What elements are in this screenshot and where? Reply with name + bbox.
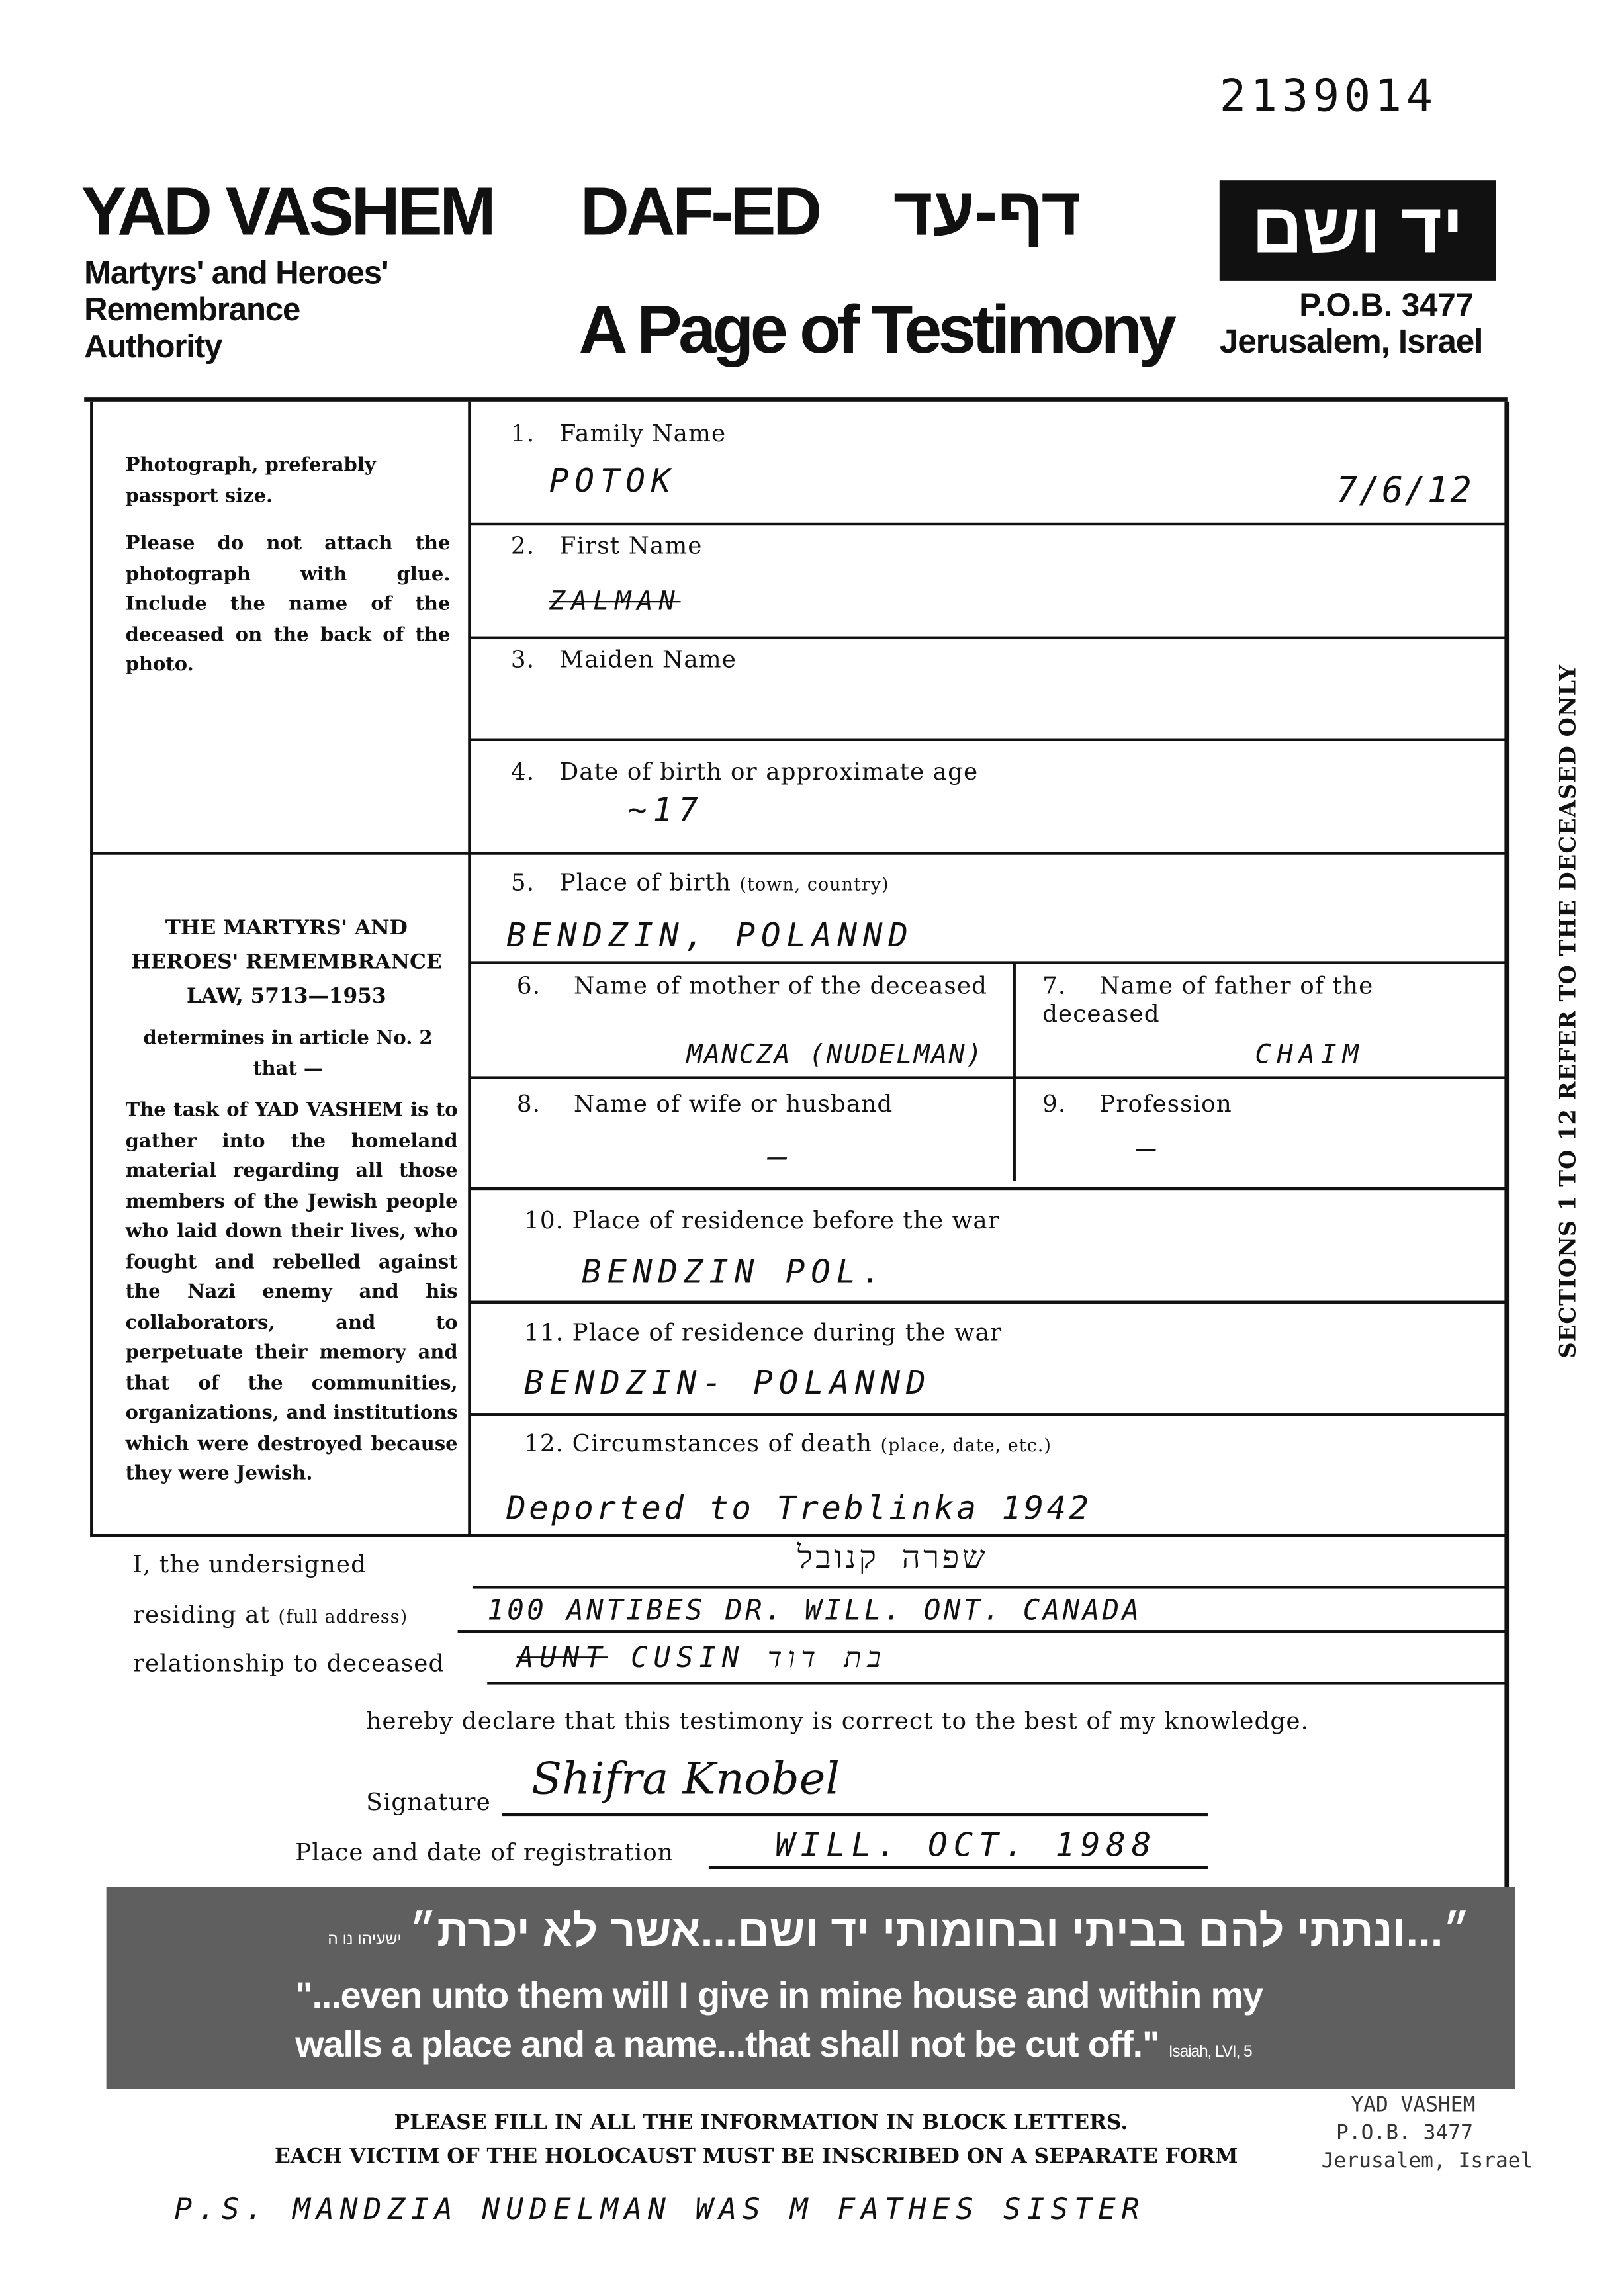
field-label: Family Name	[559, 419, 727, 447]
banner-english-ref: Isaiah, LVI, 5	[1168, 2043, 1252, 2061]
row-line	[473, 1586, 1506, 1588]
pob: P.O.B. 3477	[1299, 286, 1474, 324]
field-number: 2.	[510, 531, 535, 560]
relationship-text: CUSIN בת דוד	[631, 1641, 887, 1674]
org-sub-line: Authority	[84, 328, 222, 365]
residing-text: residing at	[132, 1600, 271, 1629]
banner-hebrew: ״...ונתתי להם בביתי ובחומותי יד ושם...אשר לא יכרת״	[409, 1907, 1471, 1957]
death-circumstances-value: Deported to Treblinka 1942	[506, 1491, 1092, 1529]
row-line	[471, 1301, 1506, 1304]
banner-english-2	[295, 2024, 1251, 2067]
field-number: 9.	[1042, 1089, 1067, 1118]
side-note: SECTIONS 1 TO 12 REFER TO THE DECEASED ONLY	[1555, 664, 1582, 1359]
field-hint: (town, country)	[739, 874, 889, 895]
signature-label: Signature	[366, 1787, 491, 1817]
daf-ed-title: DAF-ED	[580, 173, 819, 250]
section-divider	[90, 1534, 1508, 1537]
field-hint: (full address)	[278, 1606, 408, 1627]
father-name-value: CHAIM	[1255, 1039, 1365, 1071]
field-number: 11.	[524, 1318, 564, 1347]
signature-line	[502, 1813, 1208, 1816]
place-date-label: Place and date of registration	[295, 1838, 674, 1866]
row-line	[471, 1187, 1506, 1190]
struck-relationship: AUNT	[516, 1641, 608, 1674]
law-title: THE MARTYRS' AND HEROES' REMEMBRANCE LAW, 5713—1953	[130, 917, 442, 1009]
footer-instruction-2: EACH VICTIM OF THE HOLOCAUST MUST BE INSCRIBED ON A SEPARATE FORM	[274, 2145, 1238, 2169]
place-date-value: WILL. OCT. 1988	[775, 1827, 1157, 1865]
residence-during-value: BENDZIN- POLANND	[524, 1365, 932, 1403]
row-line	[458, 1630, 1506, 1633]
stamp-line: Jerusalem, Israel	[1321, 2149, 1533, 2174]
field-label: Profession	[1099, 1089, 1232, 1118]
banner-english-1: "...even unto them will I give in mine house and within my	[295, 1975, 1263, 2017]
field-label: Maiden Name	[559, 645, 737, 674]
field-number: 5.	[510, 868, 535, 897]
banner-english-text: walls a place and a name...that shall not be cut off."	[295, 2024, 1159, 2066]
law-body: The task of YAD VASHEM is to gather into the homeland material regarding all those members of the Jewish people who laid down their lives, who fought and rebelled against the Nazi enemy and his collaborators, and to perpetuate their memory and that of the communities, organizations, and institutions which were destroyed because they were Jewish.	[125, 1100, 458, 1486]
row-line	[487, 1682, 1506, 1684]
address-stamp	[1322, 2092, 1533, 2176]
field-2-label	[511, 531, 703, 559]
row-line	[471, 1076, 1506, 1079]
spouse-value: —	[768, 1140, 793, 1177]
field-label: Date of birth or approximate age	[559, 757, 979, 786]
relationship-label: relationship to deceased	[132, 1649, 445, 1678]
first-name-value: ZALMAN	[549, 586, 681, 617]
family-name-value: POTOK	[549, 463, 677, 501]
photo-title: Photograph, preferably passport size.	[125, 455, 376, 508]
field-number: 3.	[510, 645, 535, 674]
field-number: 4.	[510, 757, 535, 786]
relationship-value	[517, 1642, 887, 1676]
field-number: 1.	[510, 419, 535, 447]
yad-vashem-logo	[1220, 180, 1496, 281]
place-date-line	[709, 1866, 1208, 1869]
org-subtitle	[84, 254, 388, 365]
org-sub-line: Remembrance	[84, 291, 300, 328]
declaration-text: hereby declare that this testimony is correct to the best of my knowledge.	[366, 1707, 1310, 1735]
undersigned-label: I, the undersigned	[132, 1550, 367, 1578]
right-border	[1504, 402, 1509, 1887]
residence-before-value: BENDZIN POL.	[582, 1255, 887, 1292]
row-line	[471, 852, 1506, 854]
file-note: 7/6/12	[1336, 469, 1473, 511]
field-8-label	[517, 1089, 893, 1117]
field-1-label	[511, 420, 726, 447]
field-label: Name of wife or husband	[573, 1089, 893, 1118]
row-line	[471, 739, 1506, 741]
row-line	[471, 637, 1506, 639]
field-label: Name of father of the deceased	[1042, 971, 1374, 1028]
postscript: P.S. MANDZIA NUDELMAN WAS M FATHES SISTER	[174, 2190, 1146, 2227]
field-split	[1013, 963, 1015, 1181]
field-label: Place of birth	[559, 868, 732, 897]
city: Jerusalem, Israel	[1219, 322, 1483, 361]
row-line	[471, 523, 1506, 525]
org-sub-line: Martyrs' and Heroes'	[84, 253, 388, 291]
field-label: First Name	[559, 531, 703, 560]
field-label: Circumstances of death	[572, 1429, 873, 1457]
daf-ed-hebrew: דף-עד	[893, 173, 1081, 250]
field-hint: (place, date, etc.)	[880, 1435, 1052, 1456]
logo-hebrew-text: יד ושם	[1251, 190, 1464, 269]
document-number: 2139014	[1219, 71, 1437, 123]
field-4-label	[511, 758, 978, 786]
residing-label	[133, 1600, 408, 1628]
left-divider	[90, 852, 471, 854]
stamp-line: YAD VASHEM	[1351, 2093, 1476, 2118]
law-determines: determines in article No. 2 that —	[143, 1027, 433, 1080]
page-title: A Page of Testimony	[578, 291, 1173, 368]
field-label: Place of residence during the war	[572, 1318, 1003, 1347]
field-7-label	[1042, 971, 1485, 1028]
birthplace-value: BENDZIN, POLANND	[506, 918, 914, 956]
field-9-label	[1042, 1089, 1232, 1117]
field-number: 6.	[516, 971, 541, 1000]
row-line	[471, 1413, 1506, 1416]
field-label: Name of mother of the deceased	[573, 971, 988, 1000]
age-value: ~17	[627, 793, 704, 830]
mother-name-value: MANCZA (NUDELMAN)	[686, 1039, 984, 1071]
org-name: YAD VASHEM	[81, 173, 494, 250]
field-3-label	[511, 645, 737, 673]
field-number: 7.	[1042, 971, 1067, 1000]
field-11-label	[524, 1318, 1002, 1346]
undersigned-value: שפרה קנובל	[797, 1539, 989, 1577]
banner-hebrew-ref: ישעיהו נו ה	[328, 1931, 402, 1949]
field-number: 12.	[524, 1429, 564, 1457]
field-12-label	[524, 1429, 1052, 1457]
footer-instruction-1: PLEASE FILL IN ALL THE INFORMATION IN BLOCK LETTERS.	[394, 2111, 1128, 2136]
photo-note: Please do not attach the photograph with glue. Include the name of the deceased on the back of the photo.	[125, 533, 451, 676]
field-6-label	[517, 971, 989, 999]
signature-value: Shifra Knobel	[531, 1754, 840, 1806]
quote-banner	[107, 1887, 1515, 2089]
left-border	[90, 402, 93, 1535]
field-10-label	[524, 1206, 1000, 1234]
row-line	[471, 961, 1506, 964]
field-label: Place of residence before the war	[572, 1206, 1000, 1235]
field-number: 10.	[524, 1206, 564, 1235]
top-rule	[84, 397, 1508, 402]
stamp-line: P.O.B. 3477	[1336, 2121, 1473, 2145]
field-5-label	[511, 868, 889, 896]
field-number: 8.	[516, 1089, 541, 1118]
column-divider	[468, 402, 471, 1535]
profession-value: —	[1136, 1130, 1163, 1168]
address-value: 100 ANTIBES DR. WILL. ONT. CANADA	[487, 1594, 1142, 1627]
